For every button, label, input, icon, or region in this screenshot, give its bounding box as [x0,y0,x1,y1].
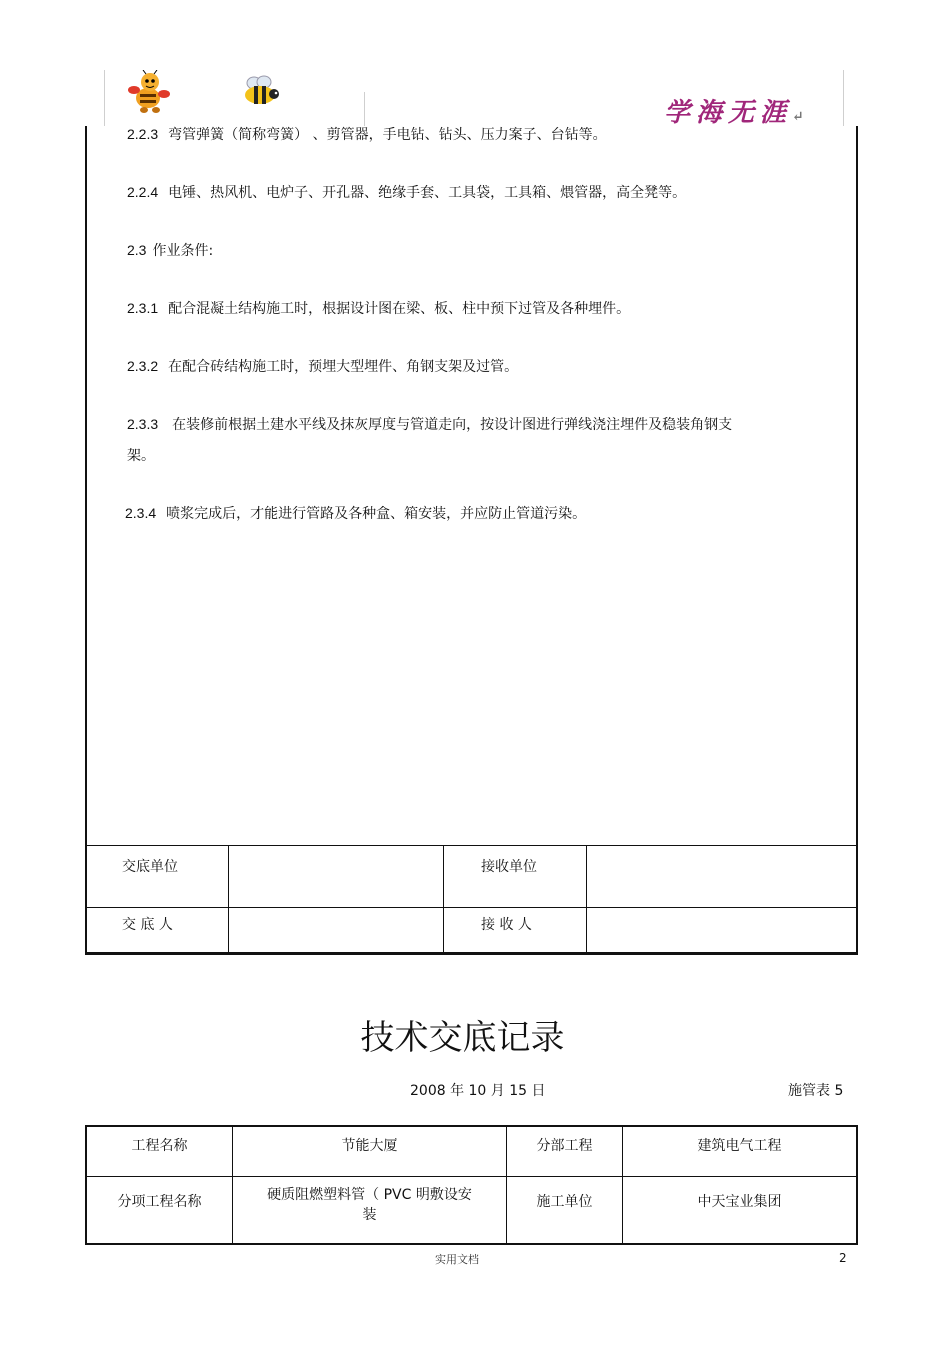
item-number: 2.3.2 [127,358,159,374]
subitem-value-line1: 硬质阻燃塑料管（ PVC 明敷设安 [267,1186,472,1203]
item-text: 作业条件: [152,243,214,259]
item-text: 喷浆完成后，才能进行管路及各种盒、箱安装，并应防止管道污染。 [166,506,587,522]
form-number: 施管表 5 [788,1083,844,1099]
receiving-unit-value [587,846,858,908]
brand-text: 学海无涯 [664,98,793,128]
division-label: 分部工程 [507,1126,623,1176]
item-number: 2.2.4 [127,184,159,200]
item-text: 弯管弹簧（简称弯簧） 、剪管器，手电钻、钻头、压力案子、台钻等。 [168,127,607,143]
item-2-3 [127,240,213,261]
item-number: 2.2.3 [127,126,159,142]
item-2-2-4 [127,182,686,203]
subitem-label: 分项工程名称 [86,1176,233,1244]
item-text: 在装修前根据土建水平线及抹灰厚度与管道走向，按设计图进行弹线浇注埋件及稳装角钢支 [172,417,733,433]
item-number: 2.3.1 [127,300,159,316]
bee-icon [240,75,280,107]
contractor-value: 中天宝业集团 [623,1176,858,1244]
item-2-2-3 [127,124,607,145]
header-mid-rule [364,92,365,126]
item-text: 配合混凝土结构施工时，根据设计图在梁、板、柱中预下过管及各种埋件。 [168,301,631,317]
table-row [86,1176,857,1244]
header-left-rule [104,70,105,126]
handover-unit-label: 交底单位 [86,846,229,908]
project-name-value: 节能大厦 [233,1126,507,1176]
contractor-label: 施工单位 [507,1176,623,1244]
document-title: 技术交底记录 [360,1018,565,1058]
receiver-value [587,908,858,955]
item-number: 2.3.3 [127,416,159,432]
item-text-cont: 架。 [127,448,155,464]
project-name-label: 工程名称 [86,1126,233,1176]
page-number: 2 [839,1251,847,1265]
item-2-3-3-continuation [127,446,155,466]
item-number: 2.3.4 [125,505,157,521]
item-number: 2.3 [127,242,147,258]
return-mark-icon: ↵ [792,109,804,125]
receiving-unit-label: 接收单位 [444,846,587,908]
item-2-3-3 [127,414,732,435]
brand-logo [664,92,804,129]
table-row [86,1126,857,1176]
handover-person-label: 交 底 人 [86,908,229,955]
cartoon-bee-icon [126,70,174,116]
header-right-rule [843,70,844,126]
table-row [86,908,858,955]
item-text: 电锤、热风机、电炉子、开孔器、绝缘手套、工具袋，工具箱、煨管器，高全凳等。 [168,185,687,201]
item-2-3-4 [125,503,586,524]
table-row [86,846,858,908]
footer-caption: 实用文档 [435,1253,479,1266]
handover-person-value [229,908,444,955]
handover-unit-value [229,846,444,908]
signature-table [85,845,858,955]
item-2-3-2 [127,356,518,377]
item-2-3-1 [127,298,630,319]
division-value: 建筑电气工程 [623,1126,858,1176]
receiver-label: 接 收 人 [444,908,587,955]
subitem-value [233,1176,507,1244]
item-text: 在配合砖结构施工时，预埋大型埋件、角钢支架及过管。 [168,359,519,375]
document-date: 2008 年 10 月 15 日 [410,1083,546,1099]
subitem-value-line2: 装 [362,1206,377,1223]
project-info-table [85,1125,858,1245]
